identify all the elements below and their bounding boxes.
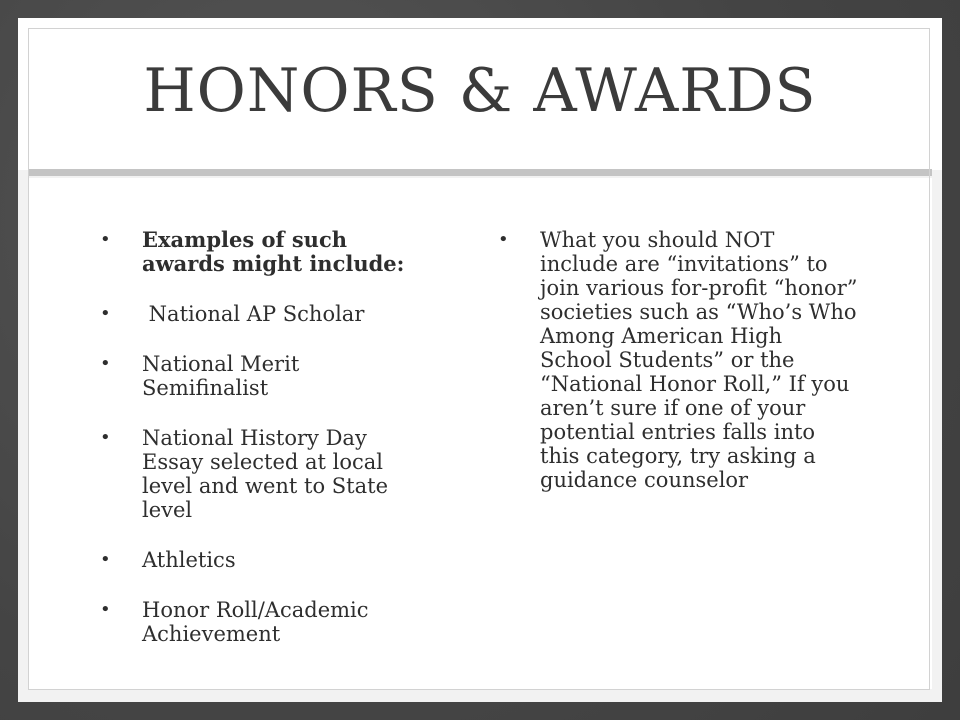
slide-title: HONORS & AWARDS <box>143 56 817 126</box>
award-text: Athletics <box>142 548 236 572</box>
slide <box>18 18 942 702</box>
bullet-icon: • <box>100 599 111 620</box>
bullet-icon: • <box>498 229 509 250</box>
bullet-icon: • <box>100 353 111 374</box>
bullet-icon: • <box>100 303 111 324</box>
intro-text: Examples of such awards might include: <box>142 227 405 276</box>
award-text: National History Day Essay selected at local level and went to State level <box>142 426 389 522</box>
exclusion-note: What you should NOT include are “invitations” to join various for-profit “honor” societies such as “Who’s Who Among American High School Students” or the “National Honor Roll,” If you aren’t sure if one of your potential entries falls into this category, try asking a guidance counselor <box>540 228 858 492</box>
award-text: National Merit Semifinalist <box>142 352 300 400</box>
award-text: National AP Scholar <box>142 302 365 326</box>
award-text: Honor Roll/Academic Achievement <box>142 598 369 646</box>
bullet-icon: • <box>100 427 111 448</box>
bullet-icon: • <box>100 229 111 250</box>
bullet-icon: • <box>100 549 111 570</box>
inner-border <box>28 28 930 690</box>
